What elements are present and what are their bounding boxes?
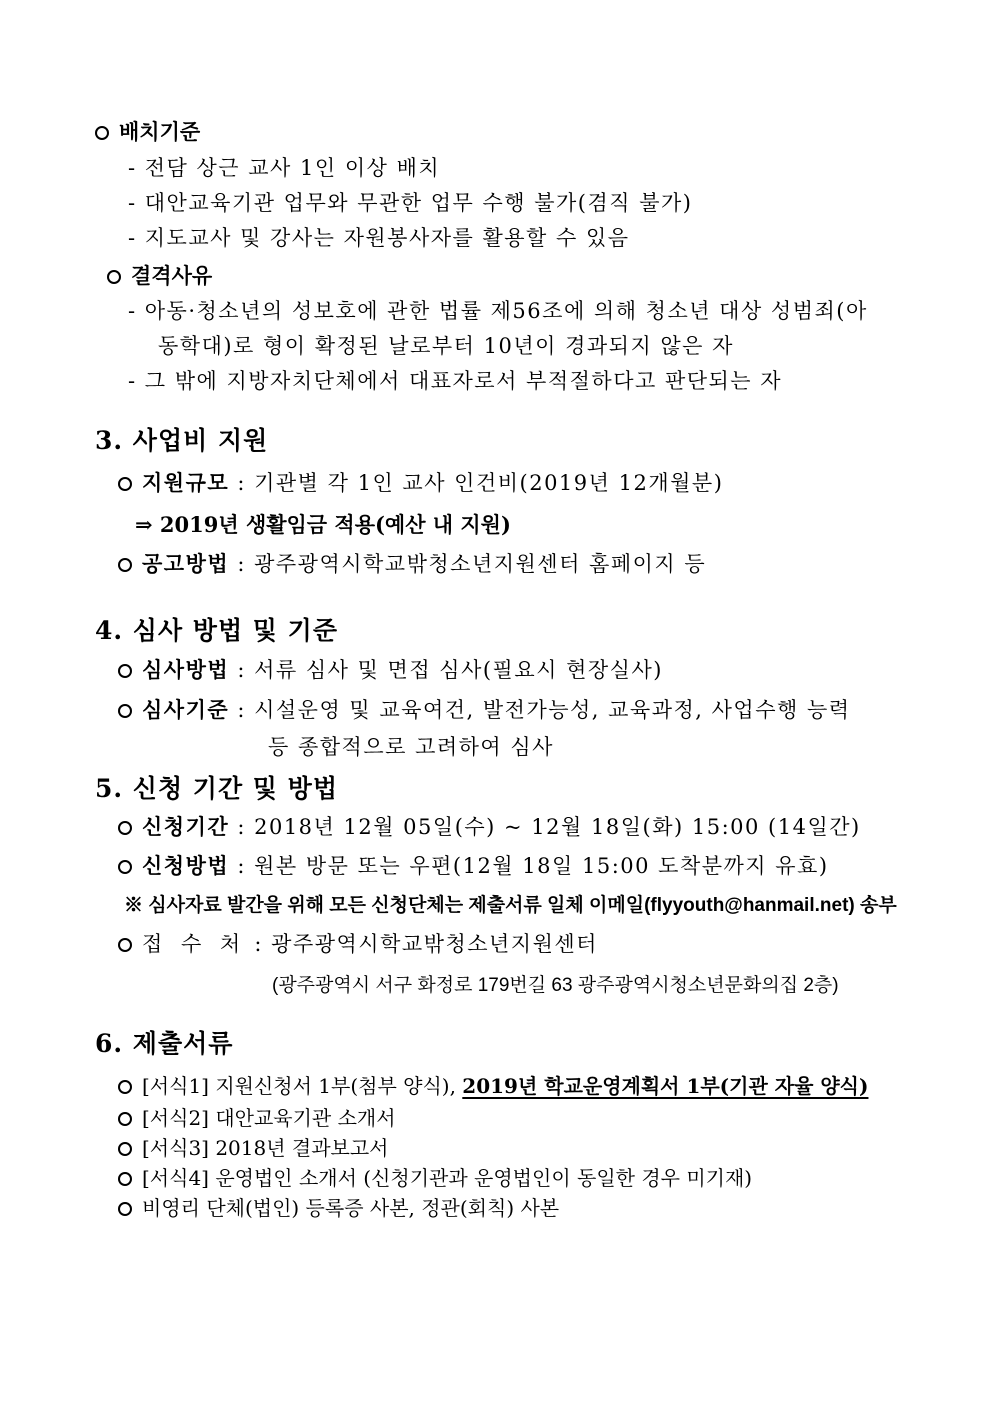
submission-item: [서식1] 지원신청서 1부(첨부 양식), 2019년 학교운영계획서 1부(기관 자율 양식)	[118, 1073, 868, 1099]
list-item: - 아동·청소년의 성보호에 관한 법률 제56조에 의해 청소년 대상 성범죄(아	[128, 299, 868, 323]
receipt-address: (광주광역시 서구 화정로 179번길 63 광주광역시청소년문화의집 2층)	[272, 975, 839, 996]
list-item-continuation: 동학대)로 형이 확정된 날로부터 10년이 경과되지 않은 자	[158, 334, 734, 358]
circle-bullet-icon	[118, 938, 132, 952]
circle-bullet-icon	[118, 1112, 132, 1126]
circle-bullet-icon	[118, 1142, 132, 1156]
email-submission-note: ※ 심사자료 발간을 위해 모든 신청단체는 제출서류 일체 이메일(flyyouth@hanmail.net) 송부	[124, 895, 897, 916]
circle-bullet-icon	[118, 477, 132, 491]
submission-item: [서식3] 2018년 결과보고서	[118, 1135, 389, 1161]
circle-bullet-icon	[95, 126, 109, 140]
section-heading-5: 5. 신청 기간 및 방법	[95, 774, 338, 803]
section-heading-6: 6. 제출서류	[95, 1029, 234, 1058]
circle-bullet-icon	[118, 1202, 132, 1216]
living-wage-note: ⇒ 2019년 생활임금 적용(예산 내 지원)	[135, 512, 511, 537]
circle-bullet-icon	[107, 270, 121, 284]
submission-item: [서식4] 운영법인 소개서 (신청기관과 운영법인이 동일한 경우 미기재)	[118, 1165, 752, 1191]
circle-bullet-icon	[118, 704, 132, 718]
section-heading-4: 4. 심사 방법 및 기준	[95, 616, 338, 645]
review-method-row: 심사방법 : 서류 심사 및 면접 심사(필요시 현장실사)	[118, 657, 663, 683]
receipt-office-row: 접 수 처 : 광주광역시학교밖청소년지원센터	[118, 931, 598, 957]
submission-item: 비영리 단체(법인) 등록증 사본, 정관(회칙) 사본	[118, 1195, 559, 1221]
circle-bullet-icon	[118, 860, 132, 874]
circle-bullet-icon	[118, 821, 132, 835]
list-item: - 지도교사 및 강사는 자원봉사자를 활용할 수 있음	[128, 226, 630, 250]
circle-bullet-icon	[118, 664, 132, 678]
circle-bullet-icon	[118, 558, 132, 572]
review-criteria-continuation: 등 종합적으로 고려하여 심사	[268, 735, 554, 759]
circle-bullet-icon	[118, 1172, 132, 1186]
support-scale-row: 지원규모 : 기관별 각 1인 교사 인건비(2019년 12개월분)	[118, 470, 723, 496]
disqualification-title: 결격사유	[107, 263, 212, 289]
submission-item: [서식2] 대안교육기관 소개서	[118, 1105, 396, 1131]
notice-method-row: 공고방법 : 광주광역시학교밖청소년지원센터 홈페이지 등	[118, 551, 706, 577]
review-criteria-row: 심사기준 : 시설운영 및 교육여건, 발전가능성, 교육과정, 사업수행 능력	[118, 697, 851, 723]
circle-bullet-icon	[118, 1080, 132, 1094]
section-heading-3: 3. 사업비 지원	[95, 426, 269, 455]
application-period-row: 신청기간 : 2018년 12월 05일(수) ~ 12월 18일(화) 15:00 (14일간)	[118, 814, 861, 840]
application-method-row: 신청방법 : 원본 방문 또는 우편(12월 18일 15:00 도착분까지 유효)	[118, 853, 829, 879]
placement-title: 배치기준	[95, 119, 200, 145]
list-item: - 전담 상근 교사 1인 이상 배치	[128, 156, 441, 180]
list-item: - 그 밖에 지방자치단체에서 대표자로서 부적절하다고 판단되는 자	[128, 369, 783, 393]
list-item: - 대안교육기관 업무와 무관한 업무 수행 불가(겸직 불가)	[128, 191, 693, 215]
